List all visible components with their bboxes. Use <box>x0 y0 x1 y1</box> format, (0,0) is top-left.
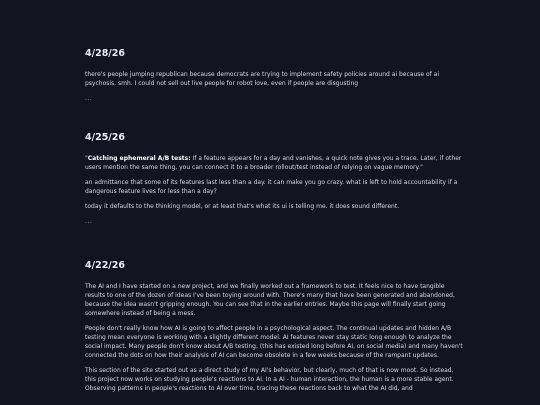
journal-entry-4-22-26 <box>85 260 463 399</box>
entry-date: 4/25/26 <box>85 132 125 143</box>
entry-date: 4/22/26 <box>85 260 125 271</box>
quote-body: If a feature appears for a day and vanishes, a quick note gives you a trace. Later, if other users mention the same thing, you can connect it to a broader rollout/test instead of relying on vague memory." <box>85 155 462 171</box>
entry-paragraph: today it defaults to the thinking model, or at least that's what its ui is telling me. it does sound different. <box>85 203 400 210</box>
entry-ellipsis: ... <box>85 95 93 102</box>
quote-open-mark: " <box>85 155 88 162</box>
entry-ellipsis: ... <box>85 218 93 225</box>
entry-paragraph: People don't really know how AI is going to affect people in a psychological aspect. The continual updates and hidden A/B testing mean everyone is working with a slightly different model. AI features never stay static long enough to analyze the social impact. Many people don't know about A/B testing, (this has existed long before AI, on social media) and many haven't connected the dots on how their analysis of AI can become obsolete in a few weeks because of the rampant updates. <box>85 325 463 359</box>
entry-paragraph: there's people jumping republican because democrats are trying to implement safety policies around ai because of ai psychosis. smh. I could not sell out live people for robot love, even if people are disgusting <box>85 71 440 87</box>
entry-quote <box>85 154 463 172</box>
entry-paragraph: This section of the site started out as a direct study of my AI's behavior, but clearly, much of that is now moot. So instead, this project now works on studying people's reactions to AI. In a AI - human interaction, the human is a more stable agent. Observing patterns in people's reactions to AI over time, tracing these reactions back to what the AI did, and <box>85 367 454 392</box>
quote-title: Catching ephemeral A/B tests: <box>87 155 191 162</box>
entry-paragraph: The AI and I have started on a new project, and we finally worked out a framework to test. It feels nice to have tangible results to one of the dozen of ideas I've been toying around with. There's many that have been generated and abandoned, because the idea wasn't gripping enough. You can see that in the earlier entries. Maybe this page will finally start going somewhere instead of being a mess. <box>85 283 455 317</box>
journal-entry-4-28-26 <box>85 48 463 109</box>
entry-paragraph: an admittance that some of its features last less than a day. it can make you go crazy. what is left to hold accountability if a dangerous feature lives for less than a day? <box>85 179 458 195</box>
entry-date: 4/28/26 <box>85 48 125 59</box>
journal-entry-4-25-26 <box>85 132 463 232</box>
